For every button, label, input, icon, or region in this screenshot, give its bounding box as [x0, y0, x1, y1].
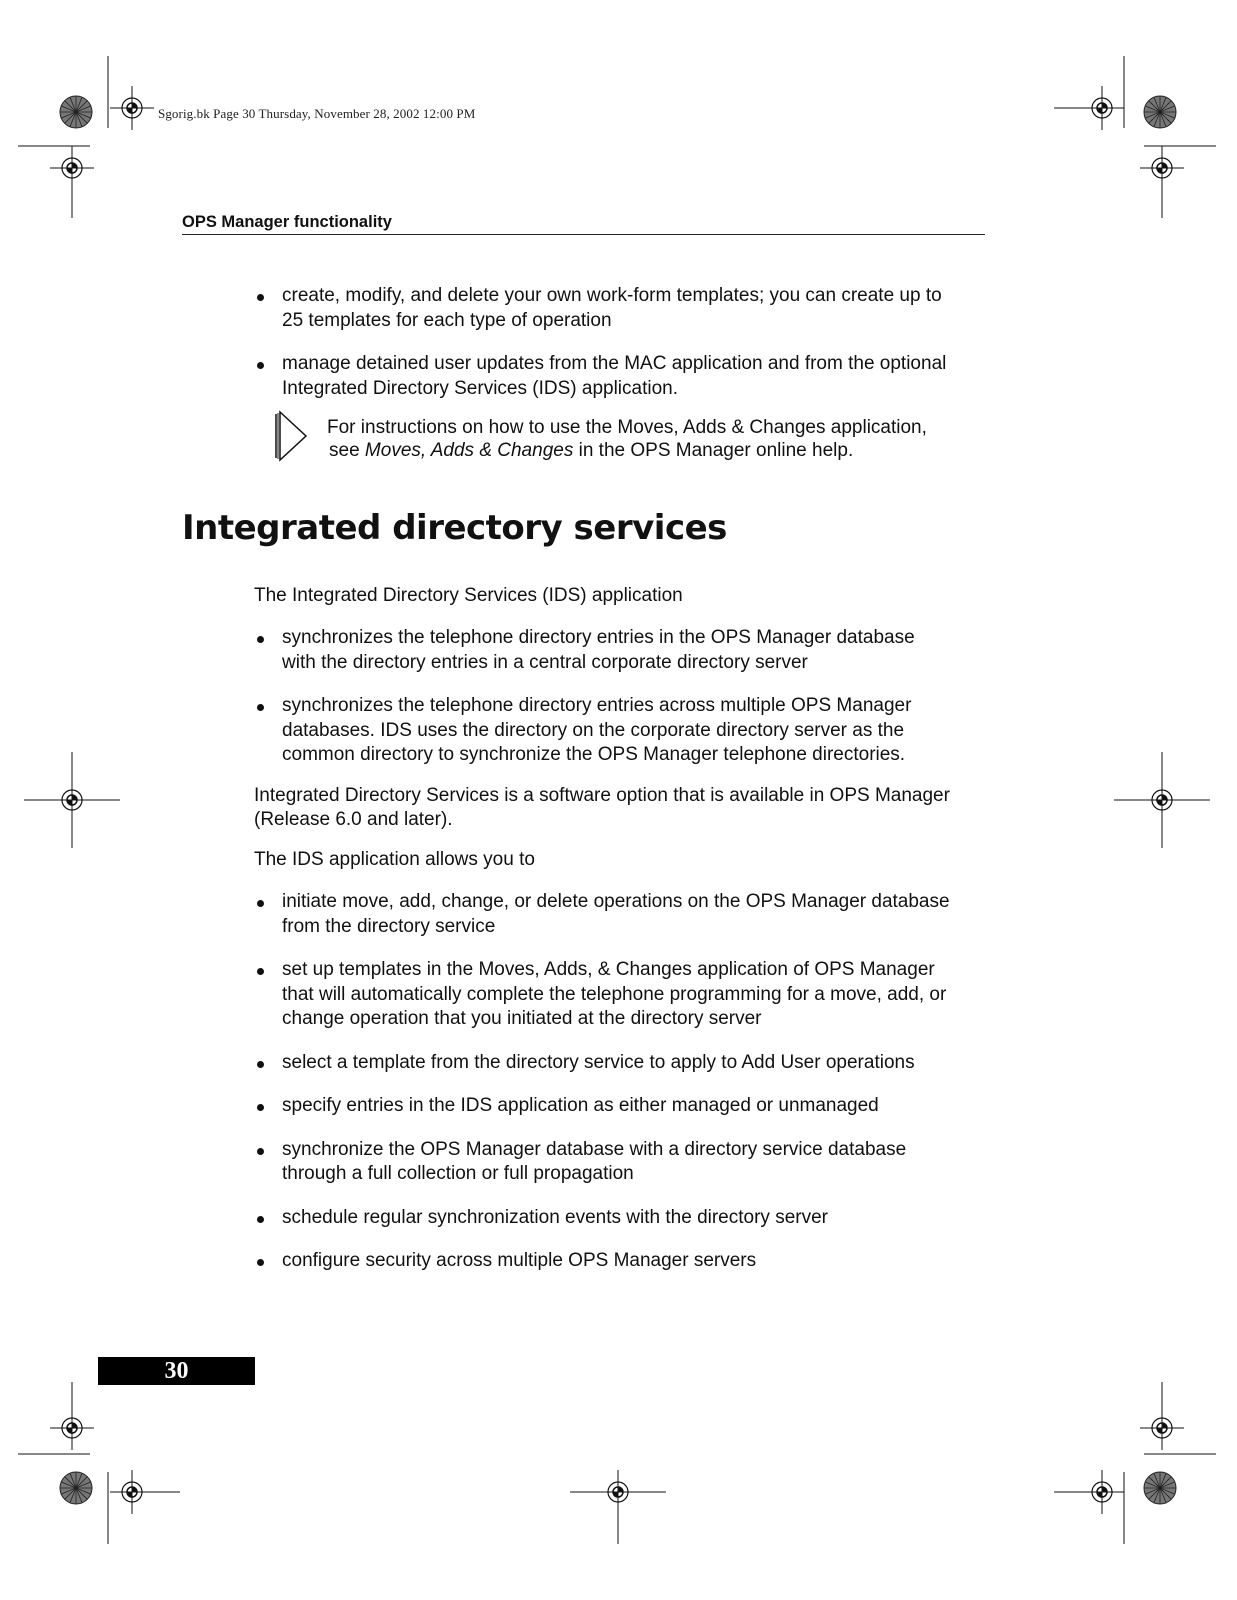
list-item — [254, 352, 994, 401]
list-item-line: select a template from the directory service to apply to Add User operations — [282, 1051, 915, 1073]
list-item-line: from the directory service — [282, 915, 496, 937]
note-suffix: in the OPS Manager online help. — [573, 440, 854, 461]
list-item-line: synchronizes the telephone directory entries across multiple OPS Manager — [282, 695, 912, 716]
paragraph-line: Integrated Directory Services is a software option that is available in OPS Manager — [254, 785, 950, 806]
list-item — [254, 1051, 994, 1076]
list-item — [254, 1249, 994, 1274]
list-item — [254, 284, 994, 333]
list-item — [254, 958, 994, 1032]
slug-line: Sgorig.bk Page 30 Thursday, November 28, 2002 12:00 PM — [158, 106, 476, 121]
note-line-1: For instructions on how to use the Moves, Adds & Changes application, — [327, 417, 927, 438]
list-item-line: databases. IDS uses the directory on the corporate directory server as the — [282, 719, 905, 741]
list-item-line: common directory to synchronize the OPS Manager telephone directories. — [282, 744, 906, 765]
list-item-line: 25 templates for each type of operation — [282, 309, 612, 331]
note-prefix: see — [329, 440, 365, 461]
bullet-dot — [257, 362, 264, 369]
page-number: 30 — [164, 1358, 189, 1384]
paragraph-line: (Release 6.0 and later). — [254, 809, 453, 830]
bullet-dot — [257, 1259, 264, 1266]
list-item — [254, 1138, 994, 1187]
bullet-dot — [257, 968, 264, 975]
allows-paragraph: The IDS application allows you to — [254, 849, 535, 870]
list-item-line: set up templates in the Moves, Adds, & Changes application of OPS Manager — [282, 959, 935, 980]
list-item-line: configure security across multiple OPS Manager servers — [282, 1250, 757, 1271]
help-topic-reference: Moves, Adds & Changes — [364, 440, 574, 461]
note-text — [327, 416, 1007, 462]
ids-bullet-list — [254, 890, 994, 1293]
list-item-line: create, modify, and delete your own work-form templates; you can create up to — [282, 285, 942, 306]
bullet-dot — [257, 294, 264, 301]
bullet-dot — [257, 1148, 264, 1155]
list-item-line: schedule regular synchronization events with the directory server — [282, 1206, 828, 1228]
bullet-dot — [257, 900, 264, 907]
top-bullet-list — [254, 284, 994, 420]
list-item-line: synchronize the OPS Manager database with a directory service database — [282, 1138, 907, 1160]
option-paragraph — [254, 784, 994, 832]
header-rule — [182, 234, 985, 235]
note-arrow-icon — [274, 410, 310, 462]
bullet-dot — [257, 1061, 264, 1068]
bullet-dot — [257, 1216, 264, 1223]
list-item — [254, 694, 994, 768]
list-item-line: through a full collection or full propagation — [282, 1163, 634, 1184]
sync-bullet-list — [254, 626, 994, 787]
list-item-line: change operation that you initiated at the directory server — [282, 1008, 762, 1029]
page-number-bar — [98, 1357, 255, 1385]
bullet-dot — [257, 636, 264, 643]
list-item-line: specify entries in the IDS application as either managed or unmanaged — [282, 1095, 879, 1116]
list-item — [254, 626, 994, 675]
list-item-line: synchronizes the telephone directory entries in the OPS Manager database — [282, 627, 915, 648]
running-head: OPS Manager functionality — [182, 213, 392, 231]
list-item — [254, 890, 994, 939]
bullet-dot — [257, 704, 264, 711]
list-item-line: that will automatically complete the telephone programming for a move, add, or — [282, 983, 947, 1005]
list-item — [254, 1206, 994, 1231]
list-item-line: Integrated Directory Services (IDS) application. — [282, 377, 678, 399]
note-line-2 — [327, 439, 1007, 462]
intro-paragraph: The Integrated Directory Services (IDS) application — [254, 585, 683, 606]
list-item-line: initiate move, add, change, or delete operations on the OPS Manager database — [282, 891, 950, 912]
section-title: Integrated directory services — [182, 508, 727, 548]
list-item-line: manage detained user updates from the MAC application and from the optional — [282, 353, 947, 374]
bullet-dot — [257, 1104, 264, 1111]
list-item-line: with the directory entries in a central corporate directory server — [282, 651, 808, 673]
list-item — [254, 1094, 994, 1119]
